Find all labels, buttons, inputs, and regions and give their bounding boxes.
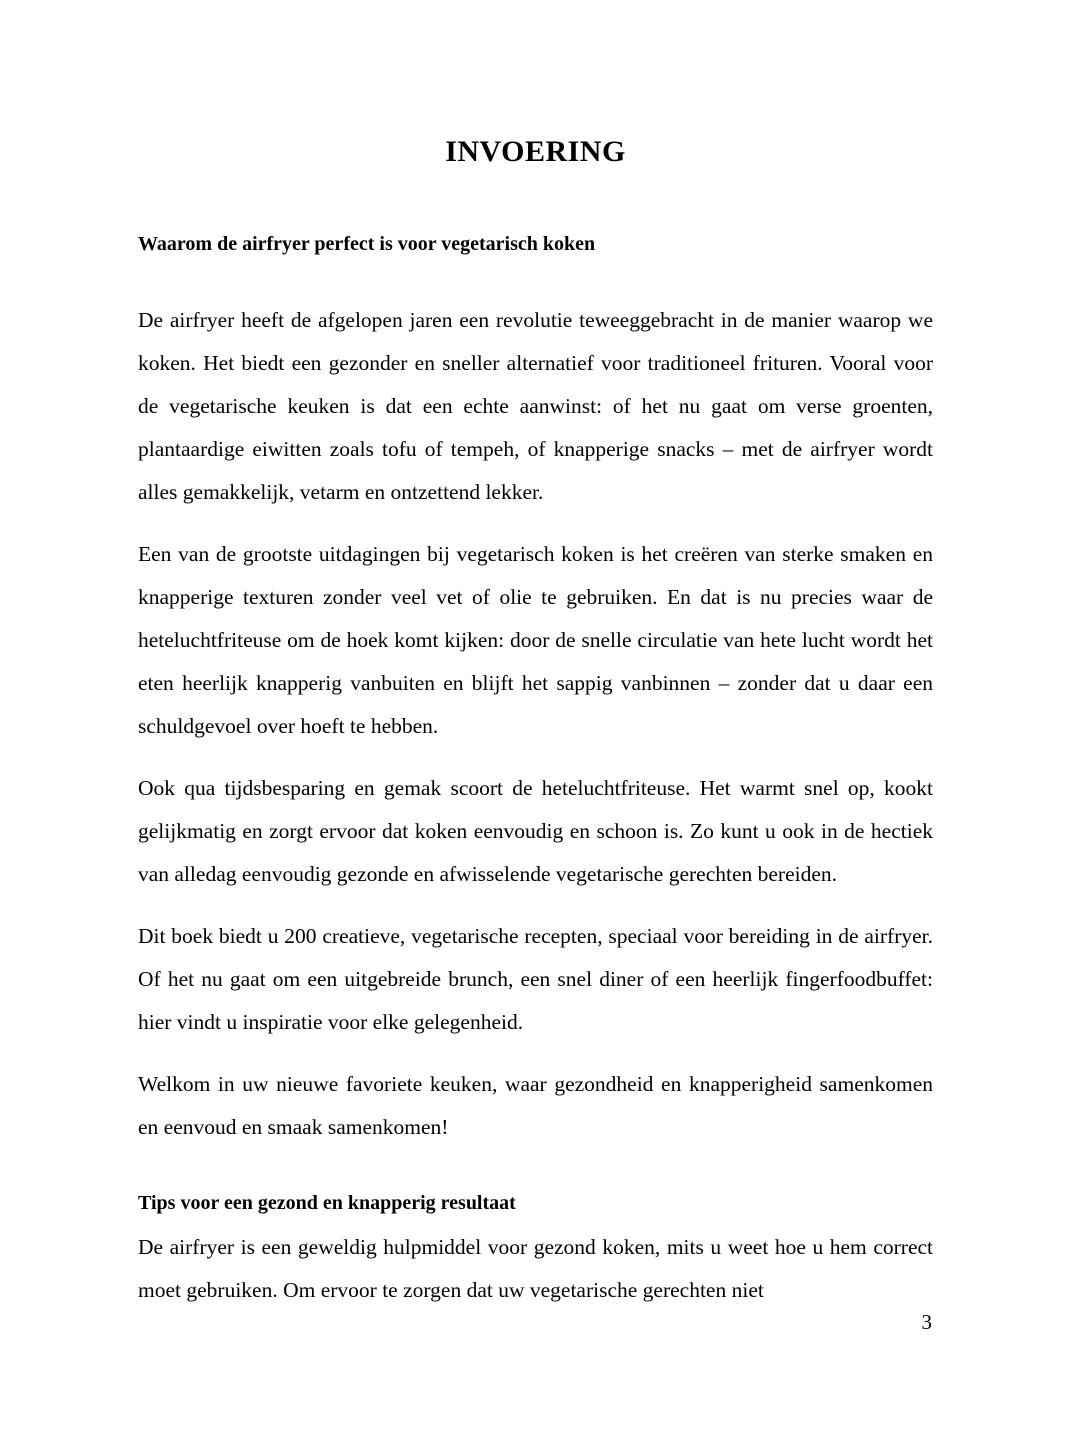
page-title: INVOERING <box>445 135 626 168</box>
paragraph: Dit boek biedt u 200 creatieve, vegetarische recepten, speciaal voor bereiding in de airfryer. Of het nu gaat om een uitgebreide brunch, een snel diner of een heerlijk fingerfoodbuffet: hier vindt u inspiratie voor elke gelegenheid. <box>138 924 933 1034</box>
page-content <box>138 130 933 1312</box>
section-spacer <box>138 1149 933 1191</box>
paragraph: De airfryer heeft de afgelopen jaren een revolutie teweeggebracht in de manier waarop we koken. Het biedt een gezonder en sneller alternatief voor traditioneel frituren. Vooral voor de vegetarische keuken is dat een echte aanwinst: of het nu gaat om verse groenten, plantaardige eiwitten zoals tofu of tempeh, of knapperige snacks – met de airfryer wordt alles gemakkelijk, vetarm en ontzettend lekker. <box>138 308 933 504</box>
paragraph-spacer <box>138 1044 933 1063</box>
paragraph: De airfryer is een geweldig hulpmiddel voor gezond koken, mits u weet hoe u hem correct moet gebruiken. Om ervoor te zorgen dat uw vegetarische gerechten niet <box>138 1235 933 1302</box>
paragraph-spacer <box>138 896 933 915</box>
heading-spacer-2 <box>138 1216 933 1226</box>
page-number: 3 <box>921 1310 932 1334</box>
section-heading-2: Tips voor een gezond en knapperig resultaat <box>138 1192 516 1214</box>
paragraph-spacer <box>138 514 933 533</box>
title-spacer <box>138 170 933 232</box>
paragraph: Een van de grootste uitdagingen bij vegetarisch koken is het creëren van sterke smaken en knapperige texturen zonder veel vet of olie te gebruiken. En dat is nu precies waar de heteluchtfriteuse om de hoek komt kijken: door de snelle circulatie van hete lucht wordt het eten heerlijk knapperig vanbuiten en blijft het sappig vanbinnen – zonder dat u daar een schuldgevoel over hoeft te hebben. <box>138 542 933 738</box>
heading-spacer-1 <box>138 257 933 299</box>
paragraph: Ook qua tijdsbesparing en gemak scoort de heteluchtfriteuse. Het warmt snel op, kookt gelijkmatig en zorgt ervoor dat koken eenvoudig en schoon is. Zo kunt u ook in de hectiek van alledag eenvoudig gezonde en afwisselende vegetarische gerechten bereiden. <box>138 776 933 886</box>
section-heading-1: Waarom de airfryer perfect is voor vegetarisch koken <box>138 233 596 255</box>
paragraph-spacer <box>138 748 933 767</box>
paragraph: Welkom in uw nieuwe favoriete keuken, waar gezondheid en knapperigheid samenkomen en eenvoud en smaak samenkomen! <box>138 1072 933 1139</box>
